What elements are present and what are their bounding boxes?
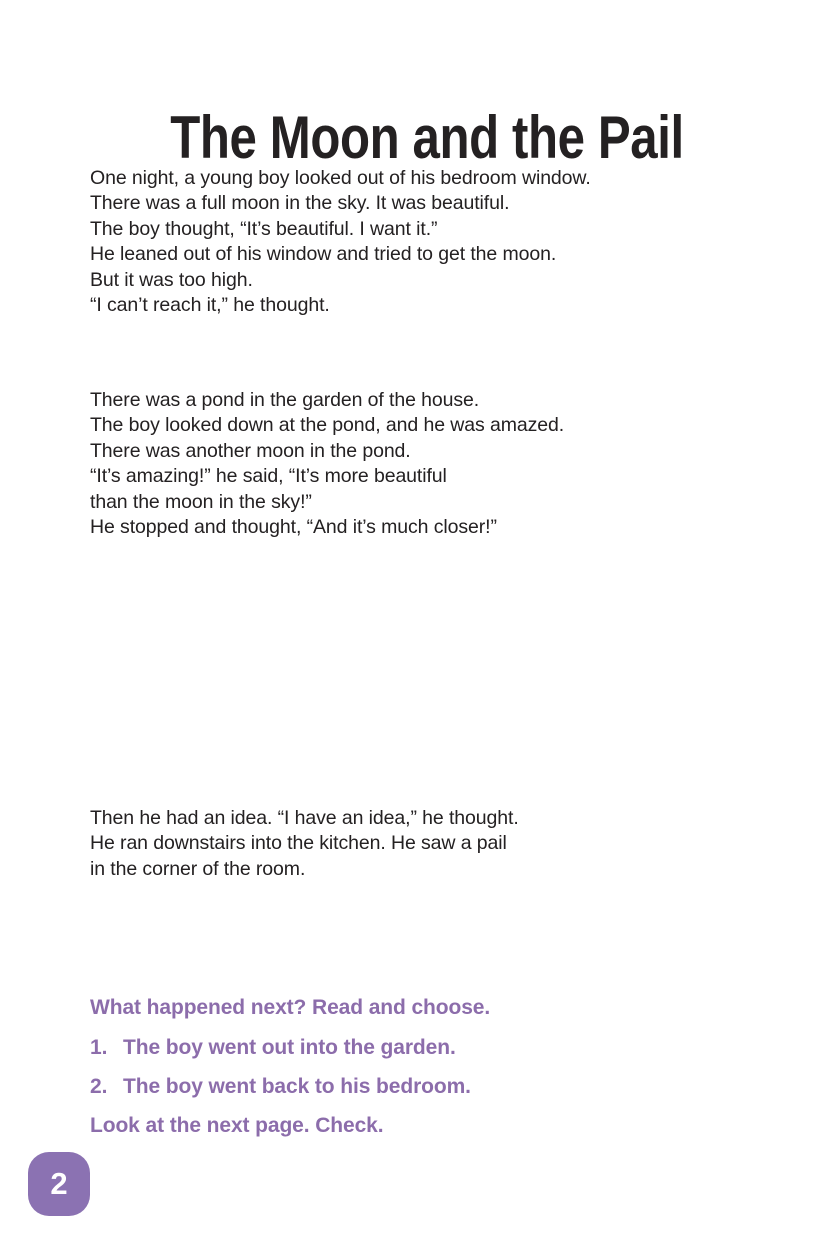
story-line: There was a full moon in the sky. It was beautiful. xyxy=(90,192,510,215)
page-number: 2 xyxy=(50,1166,68,1201)
story-line: He leaned out of his window and tried to get the moon. xyxy=(90,243,557,266)
story-line: “I can’t reach it,” he thought. xyxy=(90,294,330,317)
story-line: “It’s amazing!” he said, “It’s more beautiful xyxy=(90,465,447,488)
story-paragraph-3 xyxy=(90,806,519,882)
choice-option-label: The boy went out into the garden. xyxy=(123,1036,456,1059)
choice-option-number: 2. xyxy=(90,1075,108,1098)
activity-prompt: What happened next? Read and choose. xyxy=(90,996,491,1019)
story-paragraph-2 xyxy=(90,388,564,540)
story-line: One night, a young boy looked out of his bedroom window. xyxy=(90,167,591,189)
story-paragraph-1 xyxy=(90,166,591,318)
story-line: The boy thought, “It’s beautiful. I want it.” xyxy=(90,217,438,240)
choice-option-label: The boy went back to his bedroom. xyxy=(123,1075,471,1098)
story-line: Then he had an idea. “I have an idea,” he thought. xyxy=(90,807,519,829)
choice-option-1 xyxy=(90,1034,456,1061)
story-line: He ran downstairs into the kitchen. He saw a pail xyxy=(90,832,507,855)
story-line: He stopped and thought, “And it’s much closer!” xyxy=(90,516,497,539)
story-line: than the moon in the sky!” xyxy=(90,490,312,513)
story-line: in the corner of the room. xyxy=(90,857,306,880)
story-line: There was a pond in the garden of the house. xyxy=(90,389,480,411)
choice-option-number: 1. xyxy=(90,1036,108,1059)
story-line: But it was too high. xyxy=(90,268,253,291)
page-title: The Moon and the Pail xyxy=(170,104,684,172)
story-line: There was another moon in the pond. xyxy=(90,439,411,462)
choice-option-2 xyxy=(90,1073,471,1100)
story-line: The boy looked down at the pond, and he was amazed. xyxy=(90,414,565,437)
activity-instruction: Look at the next page. Check. xyxy=(90,1114,384,1137)
page-number-badge xyxy=(28,1152,90,1216)
